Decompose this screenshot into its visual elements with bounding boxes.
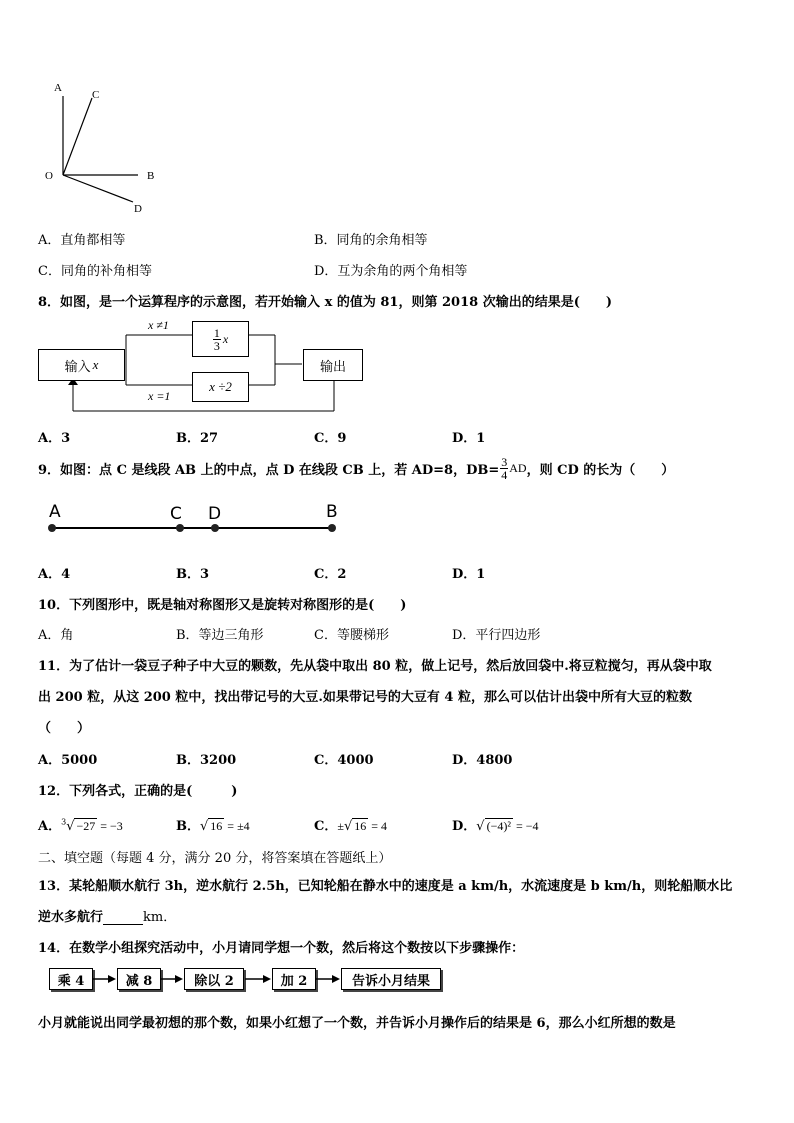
q8-input-var: x — [92, 357, 99, 372]
q10-option-c: C．等腰梯形 — [314, 628, 389, 643]
q10-option-a: A．角 — [38, 628, 74, 643]
q8-cond-bottom: x =1 — [148, 389, 171, 403]
q8-option-b: B．27 — [176, 431, 219, 446]
q8-cond-top: x ≠1 — [148, 318, 169, 332]
point-C-label: C — [170, 504, 182, 524]
q8-input-label: 输入 — [64, 359, 91, 375]
q12-option-b: B．√ 16 = ±4 — [176, 819, 250, 834]
point-B-label: B — [326, 502, 338, 522]
q14-step-1: 乘 4 — [49, 968, 93, 990]
label-B: B — [147, 170, 155, 182]
q8-div-box: x ÷2 — [192, 372, 249, 402]
q13-line-1: 13．某轮船顺水航行 3h，逆水航行 2.5h，已知轮船在静水中的速度是 a km/h，水流速度是 b km/h，则轮船顺水比 — [38, 879, 733, 894]
q11-option-c: C．4000 — [314, 753, 374, 768]
arrow-right-icon — [332, 975, 340, 983]
arrow-right-icon — [108, 975, 116, 983]
q8-input-box — [38, 349, 125, 381]
q14-tail: 小月就能说出同学最初想的那个数，如果小红想了一个数，并告诉小月操作后的结果是 6，那么小红所想的数是 — [38, 1016, 676, 1031]
arrow-right-icon — [263, 975, 271, 983]
section-2-heading: 二、填空题（每题 4 分，满分 20 分，将答案填在答题纸上） — [38, 851, 392, 866]
point-B — [328, 524, 336, 532]
q7-option-a: A．直角都相等 — [38, 233, 126, 248]
q7-option-b: B．同角的余角相等 — [314, 233, 428, 248]
ray-OC — [63, 98, 92, 175]
q9-option-c: C．2 — [314, 567, 347, 582]
q11-line-2: 出 200 粒，从这 200 粒中，找出带记号的大豆.如果带记号的大豆有 4 粒，那么可以估计出袋中所有大豆的粒数 — [38, 690, 692, 705]
label-A: A — [54, 82, 62, 94]
point-A-label: A — [49, 502, 61, 522]
q9-option-d: D．1 — [452, 567, 486, 582]
q11-option-b: B．3200 — [176, 753, 237, 768]
q14-step-2: 减 8 — [117, 968, 161, 990]
label-C: C — [92, 89, 100, 101]
q9-option-b: B．3 — [176, 567, 210, 582]
q14-stem: 14．在数学小组探究活动中，小月请同学想一个数，然后将这个数按以下步骤操作： — [38, 941, 525, 956]
q11-option-a: A．5000 — [38, 753, 98, 768]
q7-option-d: D．互为余角的两个角相等 — [314, 264, 468, 279]
q9-stem: 9．如图：点 C 是线段 AB 上的中点，点 D 在线段 CB 上，若 AD=8，DB= $\frac{3}{4}$ AD ，则 CD 的长为（ ） — [38, 455, 675, 482]
q9-option-a: A．4 — [38, 567, 71, 582]
angle-figure — [30, 78, 180, 218]
q13-answer-blank — [103, 924, 143, 925]
q8-frac-box: $\frac{1}{3}$ x — [192, 321, 249, 357]
q14-step-4: 加 2 — [272, 968, 316, 990]
q12-option-c: C．±√ 16 = 4 — [314, 819, 388, 834]
point-A — [48, 524, 56, 532]
q14-step-3: 除以 2 — [184, 968, 244, 990]
q7-option-c: C．同角的补角相等 — [38, 264, 152, 279]
q8-option-c: C．9 — [314, 431, 347, 446]
q14-step-5: 告诉小月结果 — [341, 968, 441, 990]
point-D-label: D — [208, 504, 222, 524]
q11-option-d: D．4800 — [452, 753, 513, 768]
point-C — [176, 524, 184, 532]
label-O: O — [45, 170, 53, 182]
q9-segment-figure — [40, 500, 360, 540]
point-D — [211, 524, 219, 532]
q11-line-3: （ ） — [38, 721, 91, 736]
arrow-right-icon — [175, 975, 183, 983]
q11-line-1: 11．为了估计一袋豆子种子中大豆的颗数，先从袋中取出 80 粒，做上记号，然后放回袋中.将豆粒搅匀，再从袋中取 — [38, 659, 712, 674]
q8-fraction: $\frac{1}{3}$ — [213, 325, 220, 353]
q12-option-a: A．$^3$√ −27 = −3 — [38, 817, 123, 834]
q8-output-box: 输出 — [303, 349, 363, 381]
q8-option-a: A．3 — [38, 431, 71, 446]
ray-OD — [63, 175, 133, 202]
q10-option-b: B．等边三角形 — [176, 628, 264, 643]
q13-line-2: 逆水多航行 km． — [38, 910, 177, 925]
q10-option-d: D．平行四边形 — [452, 628, 541, 643]
q10-stem: 10．下列图形中，既是轴对称图形又是旋转对称图形的是( ) — [38, 598, 407, 613]
q12-option-d: D．√ (−4)² = −4 — [452, 819, 539, 834]
q9-fraction: $\frac{3}{4}$ — [501, 455, 508, 482]
q14-step-arrows — [0, 968, 350, 990]
label-D: D — [134, 203, 142, 215]
q8-stem: 8．如图，是一个运算程序的示意图，若开始输入 x 的值为 81，则第 2018 次输出的结果是( ) — [38, 295, 613, 310]
q12-stem: 12．下列各式，正确的是( ) — [38, 784, 238, 799]
q8-option-d: D．1 — [452, 431, 486, 446]
